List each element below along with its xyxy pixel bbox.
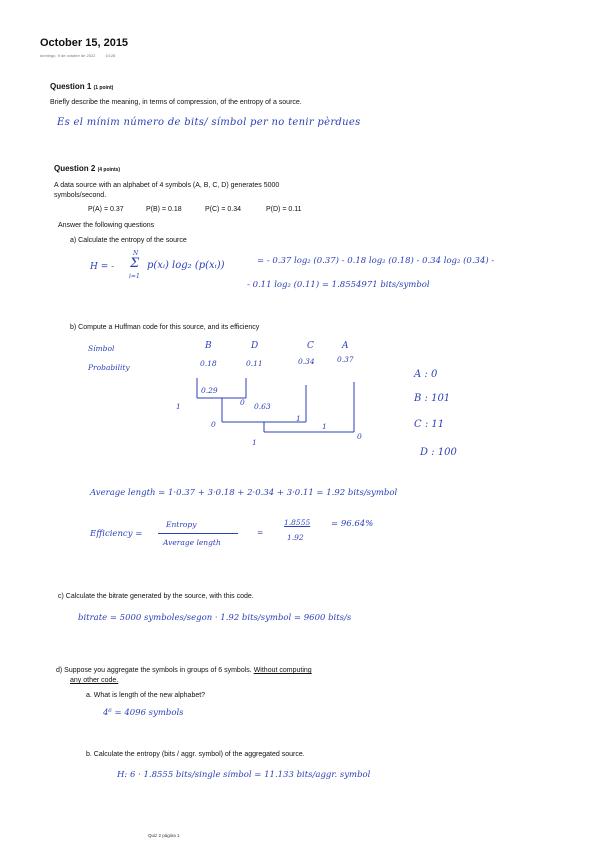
bit-label-6: 1 <box>252 438 257 447</box>
q2d-label-underline-2: any other code. <box>70 677 119 684</box>
q2a-label: a) Calculate the entropy of the source <box>70 237 187 244</box>
code-c: C : 11 <box>414 419 445 430</box>
q2d-label-underline-1: Without computing <box>253 667 312 674</box>
code-d: D : 100 <box>420 447 457 458</box>
page-footer: Quiz 2 página 1 <box>148 833 180 838</box>
q2-text-2: symbols/second. <box>54 192 107 199</box>
symbol-d: D <box>251 341 259 351</box>
prob-a: P(A) = 0.37 <box>88 206 124 213</box>
bit-label-7: 0 <box>357 432 362 441</box>
efficiency-denominator: Average length <box>163 538 221 547</box>
bit-label-4: 1 <box>296 414 301 423</box>
efficiency-label: Efficiency = <box>90 529 143 539</box>
bit-label-5: 1 <box>322 422 327 431</box>
bit-label-3: 0 <box>211 420 216 429</box>
symbol-c: C <box>307 341 314 351</box>
average-length: Average length = 1·0.37 + 3·0.18 + 2·0.34 + 3·0.11 = 1.92 bits/symbol <box>90 488 398 498</box>
q2d-b-label: b. Calculate the entropy (bits / aggr. symbol) of the aggregated source. <box>86 751 305 758</box>
q2-text-1: A data source with an alphabet of 4 symbols (A, B, C, D) generates 5000 <box>54 182 280 189</box>
entropy-line-1: = - 0.37 log₂ (0.37) - 0.18 log₂ (0.18) - 0.34 log₂ (0.34) - <box>257 256 495 266</box>
sum-bottom: i=1 <box>129 273 140 280</box>
bitrate-answer: bitrate = 5000 symboles/segon · 1.92 bits/symbol = 9600 bits/s <box>78 613 352 623</box>
prob-d: P(D) = 0.11 <box>266 206 302 213</box>
q1-answer: Es el mínim número de bits/ símbol per no tenir pèrdues <box>57 117 361 128</box>
efficiency-fraction-bar <box>158 533 238 534</box>
q2d-label-text: d) Suppose you aggregate the symbols in groups of 6 symbols. <box>56 667 252 674</box>
node-063: 0.63 <box>254 402 271 411</box>
prob-value-b: 0.18 <box>200 359 217 368</box>
page-title: October 15, 2015 <box>40 37 129 49</box>
q2d-label <box>56 667 312 674</box>
q2c-label: c) Calculate the bitrate generated by the source, with this code. <box>58 593 254 600</box>
prob-value-c: 0.34 <box>298 357 315 366</box>
entropy-h: H = - <box>90 262 115 272</box>
efficiency-num-value: 1.8555 <box>284 518 311 527</box>
bit-label-2: 0 <box>240 398 245 407</box>
answer-following: Answer the following questions <box>58 222 155 229</box>
symbol-b: B <box>205 341 212 351</box>
efficiency-den-value: 1.92 <box>287 533 304 542</box>
node-029: 0.29 <box>201 386 218 395</box>
date-text: domingo, 9 de octubre de 2022 <box>40 53 96 58</box>
time-text: 10:28 <box>105 53 116 58</box>
aggregated-entropy-answer: H: 6 · 1.8555 bits/single símbol = 11.133 bits/aggr. symbol <box>117 770 371 780</box>
q2d-a-label: a. What is length of the new alphabet? <box>86 692 206 699</box>
efficiency-equals: = <box>257 528 264 537</box>
sum-sigma: Σ <box>130 256 140 271</box>
q1-title: Question 1 <box>50 82 92 91</box>
efficiency-numerator: Entropy <box>166 520 197 529</box>
efficiency-result: = 96.64% <box>331 519 374 529</box>
sum-top: N <box>133 250 139 257</box>
bit-label-1: 1 <box>176 402 181 411</box>
prob-b: P(B) = 0.18 <box>146 206 182 213</box>
symbol-row-label: Símbol <box>88 344 115 353</box>
prob-value-a: 0.37 <box>337 355 354 364</box>
alphabet-answer: 4⁶ = 4096 symbols <box>103 708 184 718</box>
q1-points: (1 point) <box>93 85 114 91</box>
q2b-label: b) Compute a Huffman code for this source, and its efficiency <box>70 324 260 331</box>
code-a: A : 0 <box>414 369 438 380</box>
symbol-a: A <box>342 341 349 351</box>
code-b: B : 101 <box>414 393 451 404</box>
q2-points: (4 points) <box>97 167 121 173</box>
probability-row-label: Probability <box>88 363 130 372</box>
entropy-line-2: - 0.11 log₂ (0.11) = 1.8554971 bits/symbol <box>247 280 430 290</box>
entropy-formula: p(xᵢ) log₂ (p(xᵢ)) <box>147 260 225 271</box>
prob-value-d: 0.11 <box>246 359 263 368</box>
q1-text: Briefly describe the meaning, in terms of compression, of the entropy of a source. <box>50 99 302 106</box>
q2-title: Question 2 <box>54 164 96 173</box>
prob-c: P(C) = 0.34 <box>205 206 241 213</box>
